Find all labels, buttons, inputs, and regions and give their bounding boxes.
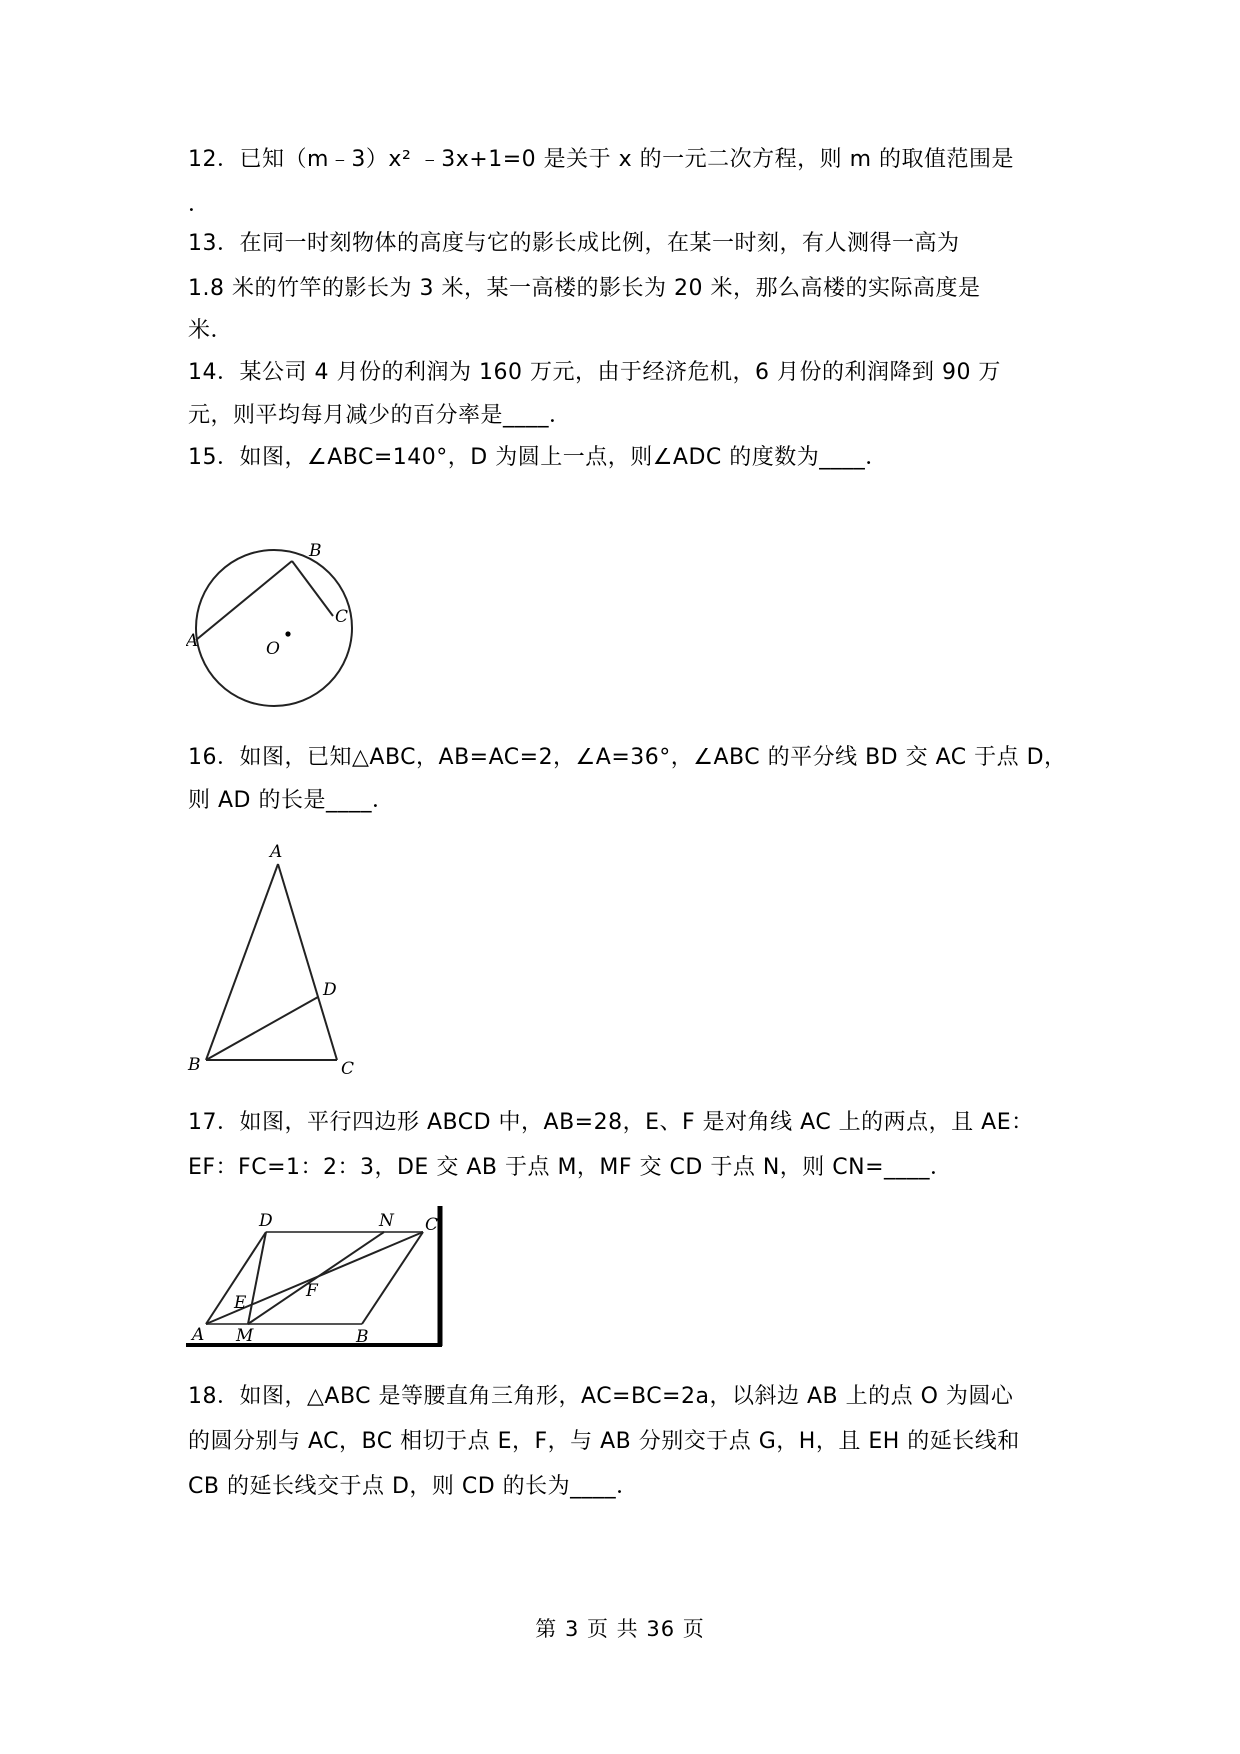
label-b: B	[188, 1055, 201, 1075]
question-13-line-1: 13．在同一时刻物体的高度与它的影长成比例，在某一时刻，有人测得一高为	[188, 231, 960, 256]
label-m: M	[236, 1326, 254, 1346]
page-footer: 第 3 页 共 36 页	[535, 1617, 705, 1641]
figure-triangle-abc	[184, 842, 364, 1082]
question-12-line-2: ．	[188, 192, 211, 217]
label-a: A	[270, 842, 283, 862]
question-16-line-2: 则 AD 的长是____．	[188, 788, 395, 813]
label-o: O	[266, 639, 280, 659]
question-16-line-1: 16．如图，已知△ABC，AB=AC=2，∠A=36°，∠ABC 的平分线 BD 交 AC 于点 D，	[188, 745, 1067, 770]
label-b: B	[356, 1327, 369, 1347]
label-c: C	[335, 607, 349, 627]
parallelogram-diagram	[186, 1204, 446, 1348]
question-12-line-1: 12．已知（m﹣3）x² ﹣3x+1=0 是关于 x 的一元二次方程，则 m 的取值范围是	[188, 147, 1015, 172]
figure-circle-abc	[186, 538, 386, 718]
label-f: F	[306, 1281, 318, 1301]
question-15-line-1: 15．如图，∠ABC=140°，D 为圆上一点，则∠ADC 的度数为____．	[188, 445, 888, 470]
triangle-diagram	[184, 842, 364, 1082]
question-18-line-2: 的圆分别与 AC，BC 相切于点 E，F，与 AB 分别交于点 G，H，且 EH 的延长线和	[188, 1429, 1020, 1454]
label-a: A	[192, 1325, 205, 1345]
circle-diagram	[186, 538, 386, 718]
question-13-line-3: 米．	[188, 318, 234, 343]
question-14-line-2: 元，则平均每月减少的百分率是____．	[188, 403, 572, 428]
label-c: C	[341, 1059, 355, 1079]
question-14-line-1: 14．某公司 4 月份的利润为 160 万元，由于经济危机，6 月份的利润降到 90 万	[188, 360, 1001, 385]
figure-parallelogram-abcd	[186, 1204, 446, 1348]
label-b: B	[309, 541, 322, 561]
label-d: D	[323, 980, 337, 1000]
label-n: N	[379, 1211, 394, 1231]
label-c: C	[425, 1215, 439, 1235]
label-e: E	[234, 1293, 247, 1313]
label-d: D	[259, 1211, 273, 1231]
label-a: A	[186, 631, 199, 651]
question-13-line-2: 1.8 米的竹竿的影长为 3 米，某一高楼的影长为 20 米，那么高楼的实际高度是	[188, 276, 981, 301]
question-17-line-2: EF：FC=1：2：3，DE 交 AB 于点 M，MF 交 CD 于点 N，则 CN=____．	[188, 1155, 953, 1180]
question-18-line-3: CB 的延长线交于点 D，则 CD 的长为____．	[188, 1474, 639, 1499]
question-18-line-1: 18．如图，△ABC 是等腰直角三角形，AC=BC=2a，以斜边 AB 上的点 O 为圆心	[188, 1384, 1014, 1409]
question-17-line-1: 17．如图，平行四边形 ABCD 中，AB=28，E、F 是对角线 AC 上的两点，且 AE：	[188, 1110, 1034, 1135]
